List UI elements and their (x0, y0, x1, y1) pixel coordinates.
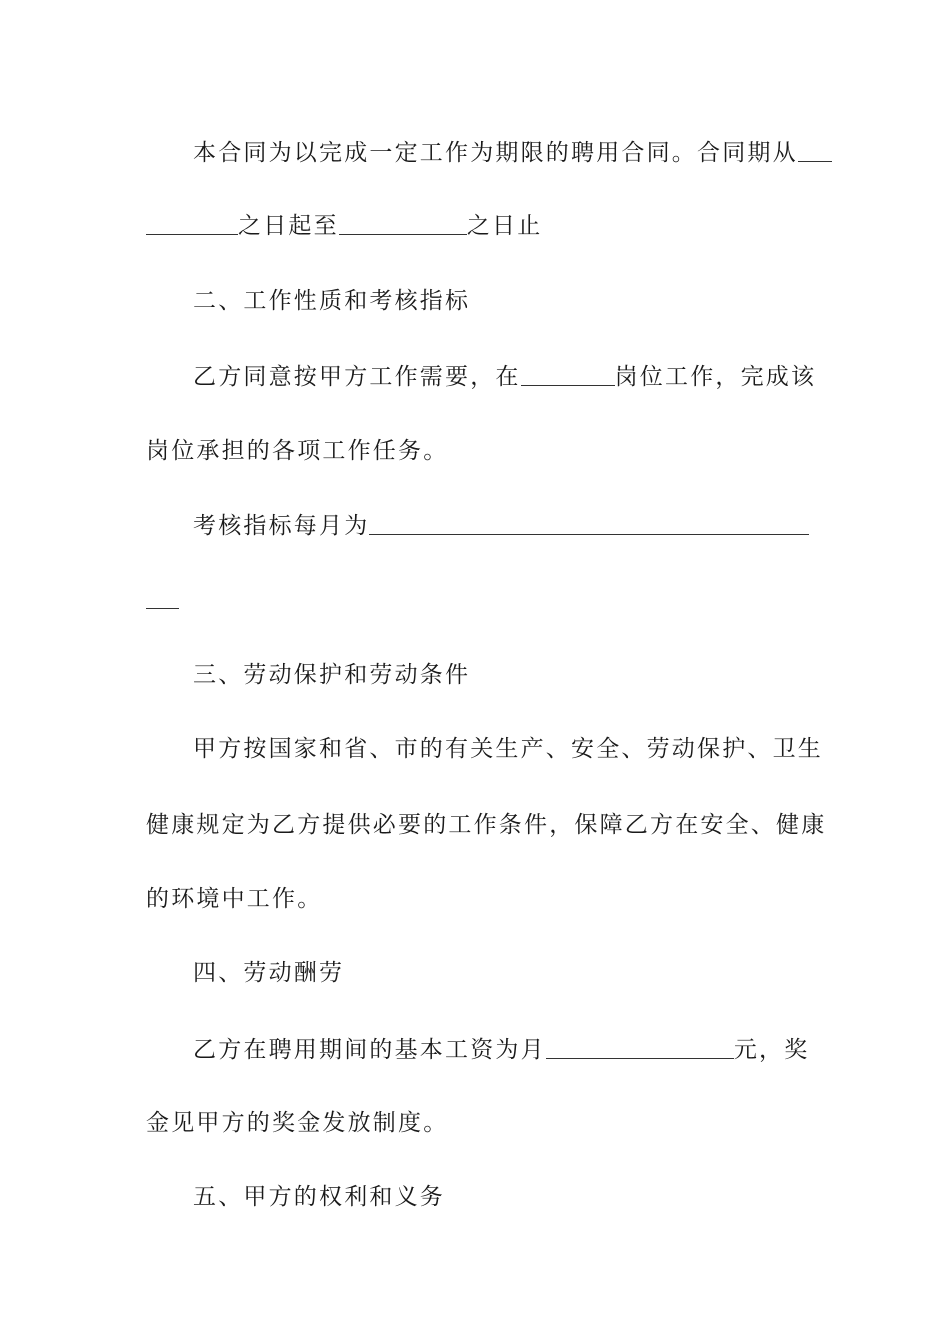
position-blank (521, 361, 615, 386)
term-end-blank (339, 210, 467, 235)
term-start-blank-a (798, 137, 832, 162)
section-5-heading: 五、甲方的权利和义务 (193, 1184, 445, 1210)
contract-term-line-1 (193, 133, 950, 173)
position-text: 乙方同意按甲方工作需要，在 (193, 364, 521, 390)
salary-blank (546, 1034, 734, 1059)
section-3-line-3: 的环境中工作。 (146, 886, 323, 912)
term-end-text: 之日止 (466, 213, 543, 239)
section-4-line-1 (193, 1030, 950, 1070)
assessment-blank-a (369, 510, 809, 535)
assessment-blank-b (146, 584, 179, 609)
term-mid-text: 之日起至 (238, 213, 339, 239)
section-4-heading: 四、劳动酬劳 (193, 960, 345, 986)
section-2-paragraph-1-line-1 (193, 357, 950, 397)
section-2-paragraph-1-line-2: 岗位承担的各项工作任务。 (146, 438, 449, 464)
section-3-line-2: 健康规定为乙方提供必要的工作条件，保障乙方在安全、健康 (146, 812, 827, 838)
position-text-tail: 岗位工作，完成该 (614, 364, 817, 390)
section-3-line-1: 甲方按国家和省、市的有关生产、安全、劳动保护、卫生 (193, 736, 823, 762)
contract-term-text: 本合同为以完成一定工作为期限的聘用合同。合同期从 (193, 140, 798, 166)
assessment-blank-line-2 (146, 580, 950, 620)
section-2-paragraph-2 (193, 506, 950, 546)
contract-term-line-2 (146, 206, 950, 246)
section-2-heading: 二、工作性质和考核指标 (193, 288, 471, 314)
section-3-heading: 三、劳动保护和劳动条件 (193, 662, 471, 688)
section-4-line-2: 金见甲方的奖金发放制度。 (146, 1110, 449, 1136)
salary-text: 乙方在聘用期间的基本工资为月 (193, 1037, 546, 1063)
assessment-text: 考核指标每月为 (193, 513, 370, 539)
term-start-blank-b (146, 210, 238, 235)
salary-text-tail: 元，奖 (733, 1037, 810, 1063)
